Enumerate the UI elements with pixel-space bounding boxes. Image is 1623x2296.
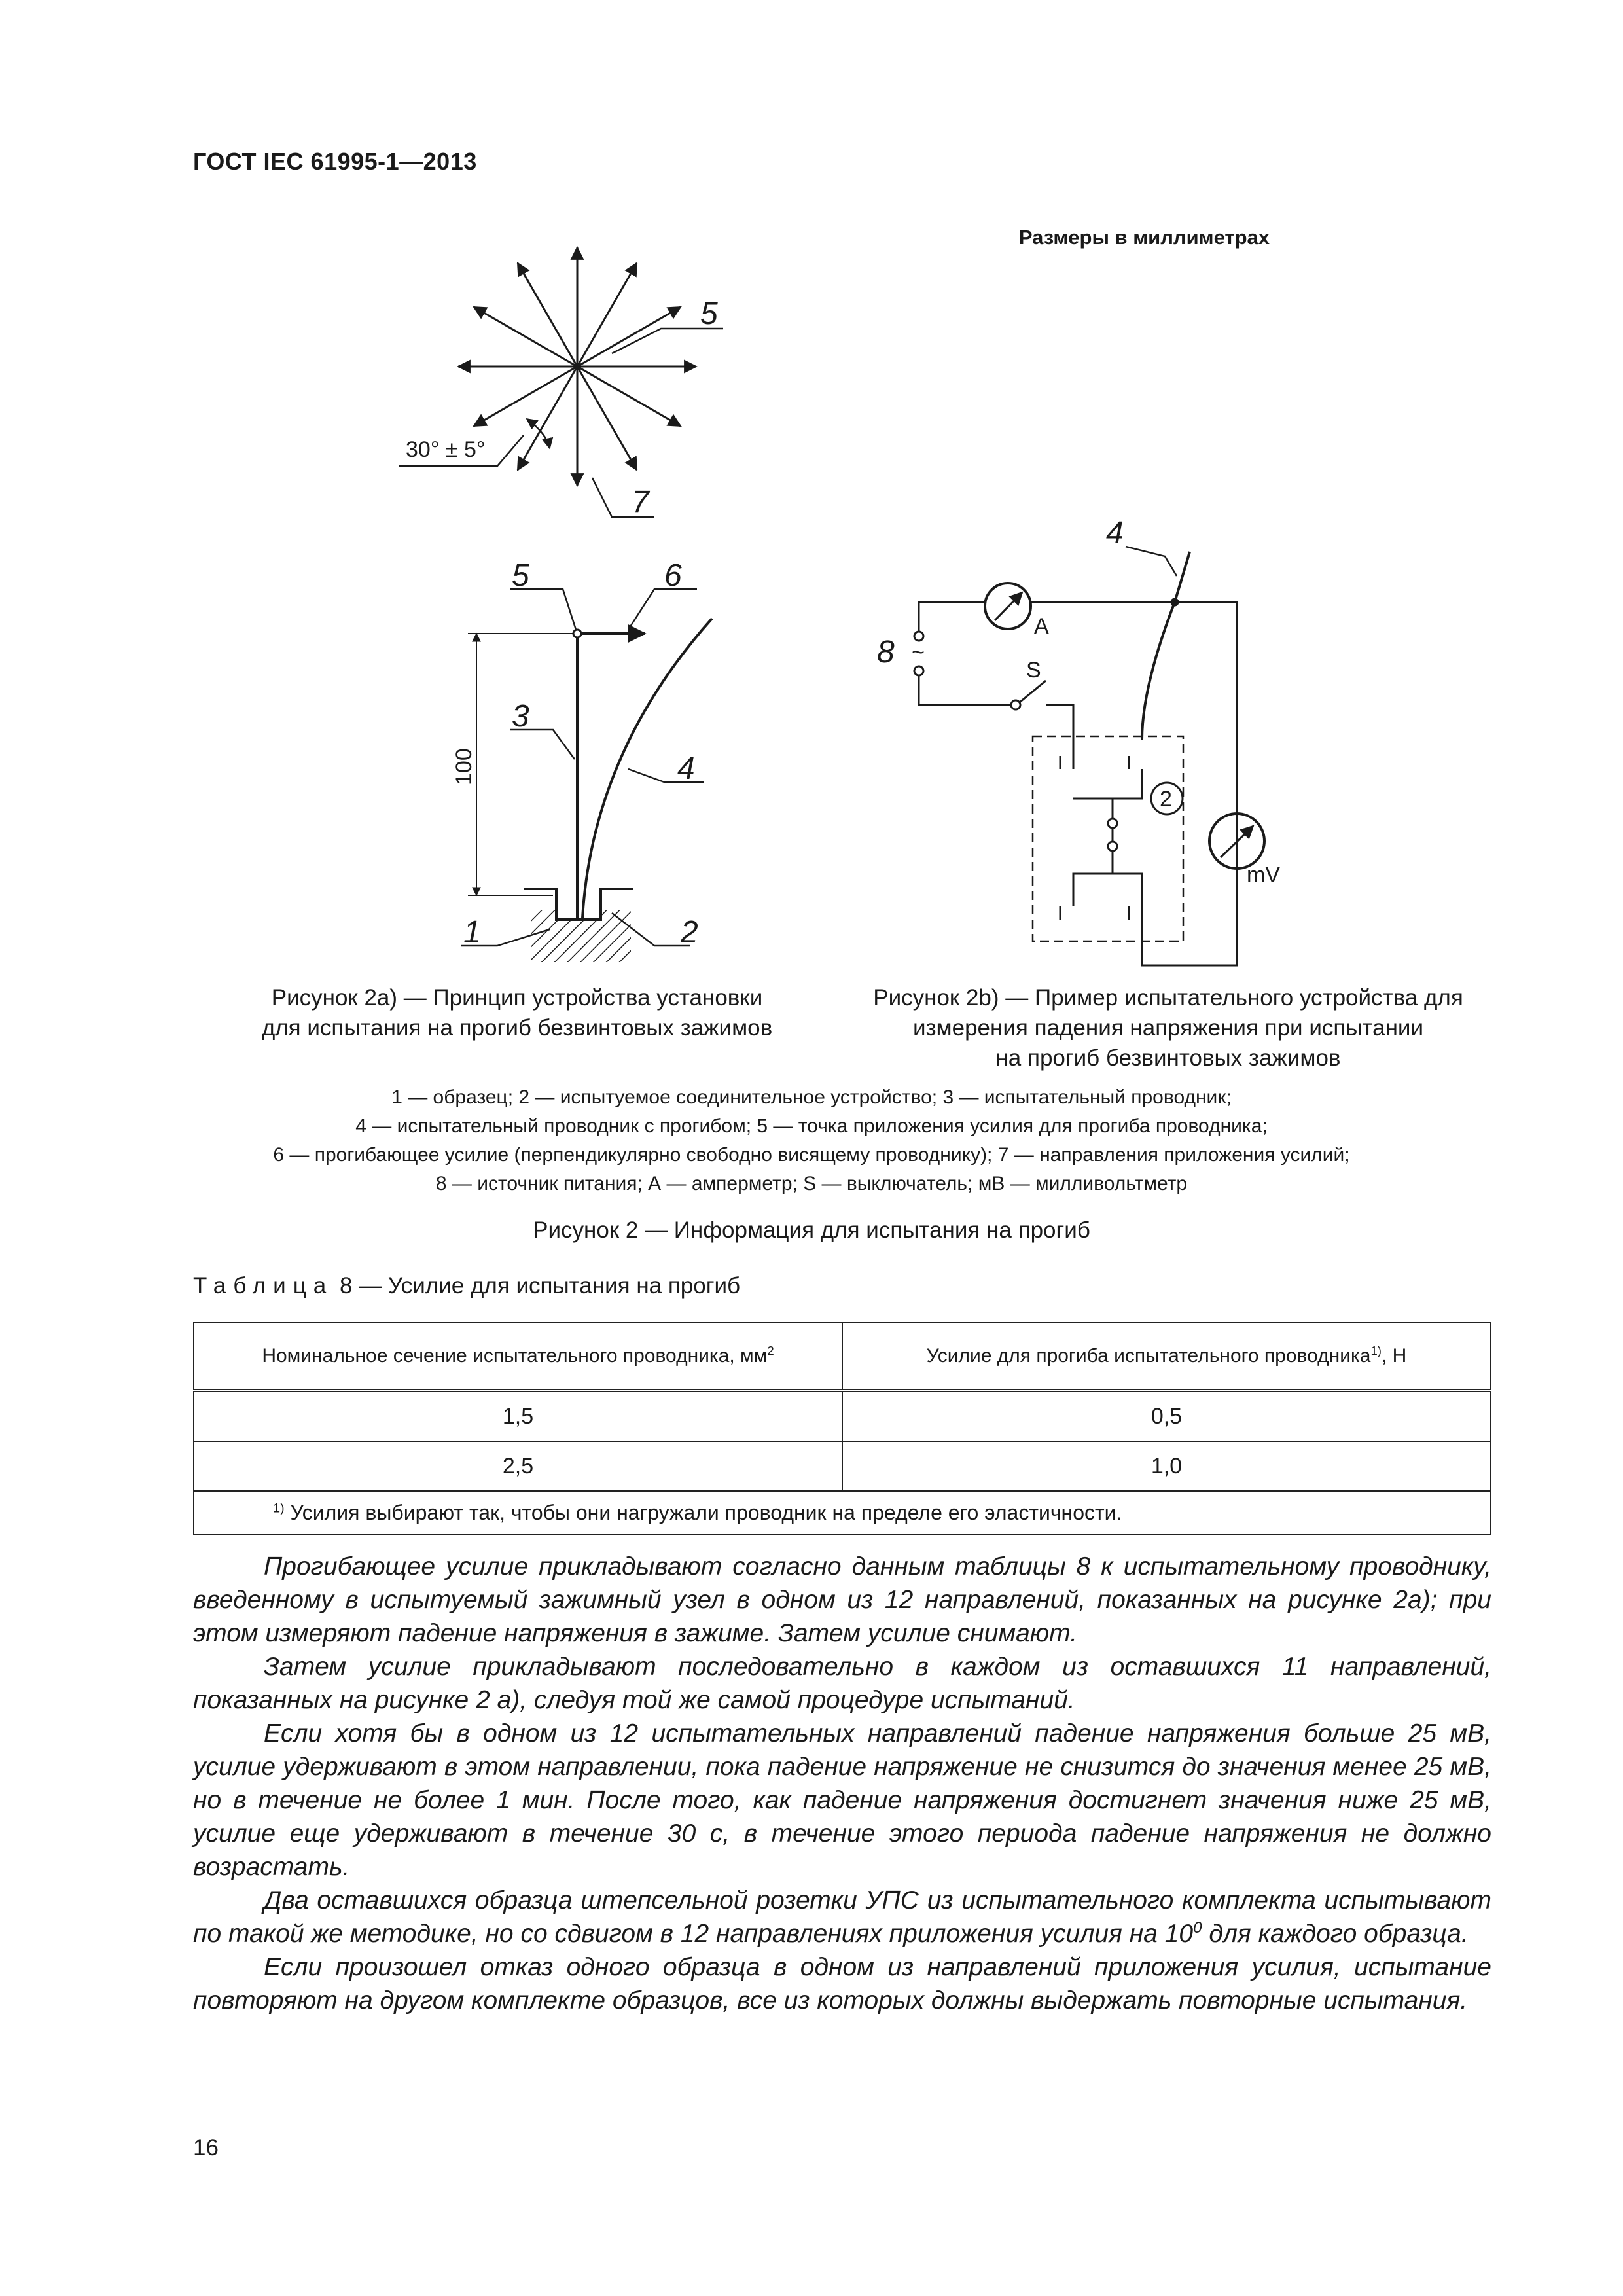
table-header-row — [194, 1323, 1491, 1391]
figure-2a — [461, 589, 712, 962]
caption-2b: Рисунок 2b) — Пример испытательного устройства для измерения падения напряжения при испытании на прогиб безвинтовых зажимов — [873, 985, 1463, 1071]
paragraph-3: Если хотя бы в одном из 12 испытательных направлений падение напряжения больше 25 мВ, усилие удерживают в этом направлении, пока падение напряжение не снизится до значения менее 25 мВ, но в течение не более 1 мин. После того, как падение напряжения достигнет значения ниже 25 мВ, усилие еще удерживают в течение 30 с, в течение этого периода падение напряжения не должно возрастать. — [193, 1719, 1491, 1881]
paragraph-4: Два оставшихся образца штепсельной розетки УПС из испытательного комплекта испытывают по такой же методике, но со сдвигом в 12 направлениях приложения усилия на $10^0$ для каждого образца. — [193, 1886, 1491, 1948]
ammeter-label: A — [1034, 614, 1049, 639]
header-cross-section: Номинальное сечение испытательного проводника, $мм^2$ — [194, 1323, 842, 1391]
label-2: 2 — [681, 915, 698, 950]
force-table — [193, 1322, 1491, 1535]
dimensions-note: Размеры в миллиметрах — [1018, 226, 1270, 249]
label-4-2a: 4 — [677, 751, 695, 786]
paragraph-1: Прогибающее усилие прикладывают согласно данным таблицы 8 к испытательному проводнику, введенному в испытуемый зажимный узел в одном из 12 направлений, показанных на рисунке 2а); при этом измеряют падение напряжения в зажиме. Затем усилие снимают. — [193, 1552, 1491, 1647]
paragraph-2: Затем усилие прикладывают последовательно в каждом из оставшихся 11 направлений, показанных на рисунке 2 а), следуя той же самой процедуре испытаний. — [193, 1653, 1491, 1714]
label-5: 5 — [512, 558, 529, 593]
page-number: 16 — [193, 2135, 219, 2161]
direction-star — [399, 247, 723, 517]
body-text — [193, 1550, 1491, 2017]
source-symbol: ~ — [912, 640, 925, 665]
label-8: 8 — [877, 635, 895, 670]
header-force: Усилие для прогиба испытательного проводника$^{1)}$, Н — [842, 1323, 1491, 1391]
table-caption: Таблица 8 — Усилие для испытания на прогиб — [193, 1273, 741, 1299]
legend-line-3: 6 — прогибающее усилие (перпендикулярно свободно висящему проводнику); 7 — направления приложения усилий; — [273, 1144, 1350, 1166]
standard-code: ГОСТ IEC 61995-1—2013 — [193, 148, 477, 175]
figure-2b — [914, 547, 1264, 965]
switch-label: S — [1026, 658, 1041, 683]
figure-2-drawing — [0, 0, 1623, 1080]
label-5-star: 5 — [700, 296, 718, 331]
angle-label: 30° ± 5° — [406, 437, 486, 462]
table-footnote: $^{1)}$ Усилия выбирают так, чтобы они нагружали проводник на пределе его эластичности. — [194, 1491, 1491, 1534]
table-row: 1,5 0,5 — [194, 1391, 1491, 1442]
caption-2a: Рисунок 2а) — Принцип устройства установки для испытания на прогиб безвинтовых зажимов — [261, 985, 773, 1041]
sample-label: 2 — [1160, 787, 1172, 812]
millivoltmeter-label: mV — [1247, 863, 1280, 888]
paragraph-5: Если произошел отказ одного образца в одном из направлений приложения усилия, испытание повторяют на другом комплекте образцов, все из которых должны выдержать повторные испытания. — [193, 1953, 1491, 2015]
label-6: 6 — [664, 558, 682, 593]
label-4-2b: 4 — [1106, 516, 1124, 550]
label-7: 7 — [632, 485, 649, 520]
dimension-100: 100 — [452, 748, 476, 785]
label-3: 3 — [512, 699, 529, 734]
figure-title: Рисунок 2 — Информация для испытания на прогиб — [533, 1217, 1090, 1243]
table-row: 2,5 1,0 — [194, 1441, 1491, 1491]
legend-line-1: 1 — образец; 2 — испытуемое соединительное устройство; 3 — испытательный проводник; — [391, 1086, 1232, 1108]
legend-line-2: 4 — испытательный проводник с прогибом; 5 — точка приложения усилия для прогиба проводника; — [355, 1115, 1268, 1137]
label-1: 1 — [463, 915, 481, 950]
legend-line-4: 8 — источник питания; А — амперметр; S — выключатель; мВ — милливольтметр — [435, 1173, 1188, 1194]
figure-legend — [183, 1083, 1440, 1198]
